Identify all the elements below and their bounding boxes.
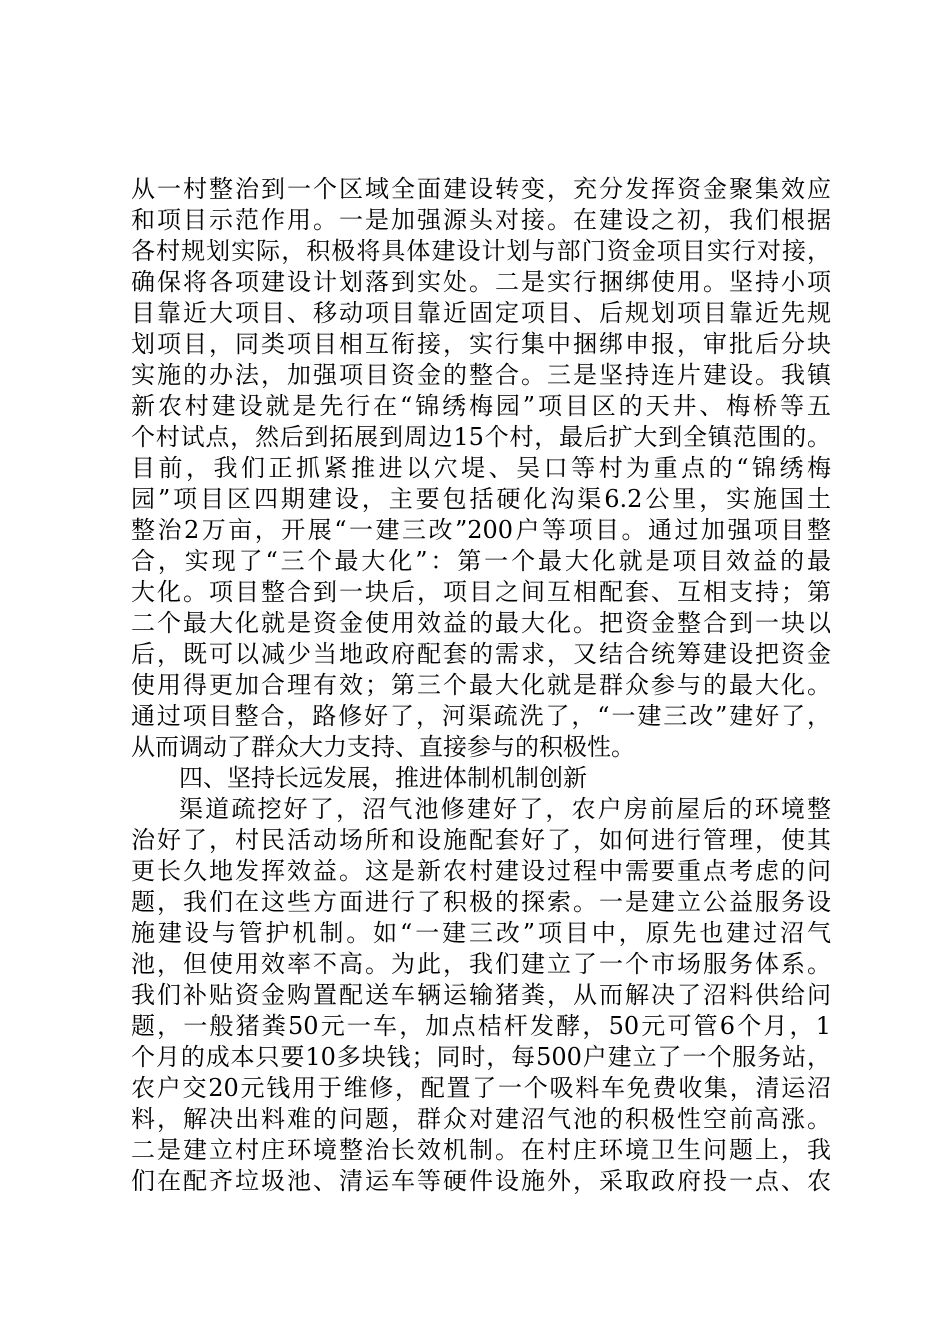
text-line: 题，一般猪粪50元一车，加点桔杆发酵，50元可管6个月，1 — [131, 1012, 831, 1040]
text-line: 划项目，同类项目相互衔接，实行集中捆绑申报，审批后分块 — [131, 330, 831, 358]
text-line: 后，既可以减少当地政府配套的需求，又结合统筹建设把资金 — [131, 640, 831, 668]
text-line: 大化。项目整合到一块后，项目之间互相配套、互相支持；第 — [131, 578, 831, 606]
text-line: 确保将各项建设计划落到实处。二是实行捆绑使用。坚持小项 — [131, 268, 831, 296]
text-line: 使用得更加合理有效；第三个最大化就是群众参与的最大化。 — [131, 671, 831, 699]
document-page — [131, 174, 831, 1197]
text-line: 目前，我们正抓紧推进以穴堤、吴口等村为重点的“锦绣梅 — [131, 454, 831, 482]
text-line: 实施的办法，加强项目资金的整合。三是坚持连片建设。我镇 — [131, 361, 831, 389]
text-line: 二个最大化就是资金使用效益的最大化。把资金整合到一块以 — [131, 609, 831, 637]
text-line: 我们补贴资金购置配送车辆运输猪粪，从而解决了沼料供给问 — [131, 981, 831, 1009]
text-line: 新农村建设就是先行在“锦绣梅园”项目区的天井、梅桥等五 — [131, 392, 831, 420]
text-line: 从而调动了群众大力支持、直接参与的积极性。 — [131, 733, 635, 761]
text-line: 二是建立村庄环境整治长效机制。在村庄环境卫生问题上，我 — [131, 1136, 831, 1164]
text-line: 和项目示范作用。一是加强源头对接。在建设之初，我们根据 — [131, 206, 831, 234]
text-line: 渠道疏挖好了，沼气池修建好了，农户房前屋后的环境整 — [179, 795, 831, 823]
text-line: 农户交20元钱用于维修，配置了一个吸料车免费收集，清运沼 — [131, 1074, 831, 1102]
text-line: 更长久地发挥效益。这是新农村建设过程中需要重点考虑的问 — [131, 857, 831, 885]
text-line: 题，我们在这些方面进行了积极的探索。一是建立公益服务设 — [131, 888, 831, 916]
text-line: 园”项目区四期建设，主要包括硬化沟渠6.2公里，实施国土 — [131, 485, 831, 513]
text-line: 目靠近大项目、移动项目靠近固定项目、后规划项目靠近先规 — [131, 299, 831, 327]
text-line: 池，但使用效率不高。为此，我们建立了一个市场服务体系。 — [131, 950, 831, 978]
text-line: 各村规划实际，积极将具体建设计划与部门资金项目实行对接， — [131, 237, 831, 265]
text-line: 们在配齐垃圾池、清运车等硬件设施外，采取政府投一点、农 — [131, 1167, 831, 1195]
text-line: 从一村整治到一个区域全面建设转变，充分发挥资金聚集效应 — [131, 175, 831, 203]
text-line: 通过项目整合，路修好了，河渠疏洗了，“一建三改”建好了， — [131, 702, 831, 730]
text-line: 合，实现了“三个最大化”：第一个最大化就是项目效益的最 — [131, 547, 831, 575]
section-heading: 四、坚持长远发展，推进体制机制创新 — [179, 764, 587, 792]
text-line: 整治2万亩，开展“一建三改”200户等项目。通过加强项目整 — [131, 516, 831, 544]
text-line: 施建设与管护机制。如“一建三改”项目中，原先也建过沼气 — [131, 919, 831, 947]
text-line: 料，解决出料难的问题，群众对建沼气池的积极性空前高涨。 — [131, 1105, 831, 1133]
text-line: 治好了，村民活动场所和设施配套好了，如何进行管理，使其 — [131, 826, 831, 854]
text-line: 个月的成本只要10多块钱；同时，每500户建立了一个服务站， — [131, 1043, 831, 1071]
text-line: 个村试点，然后到拓展到周边15个村，最后扩大到全镇范围的。 — [131, 423, 831, 451]
